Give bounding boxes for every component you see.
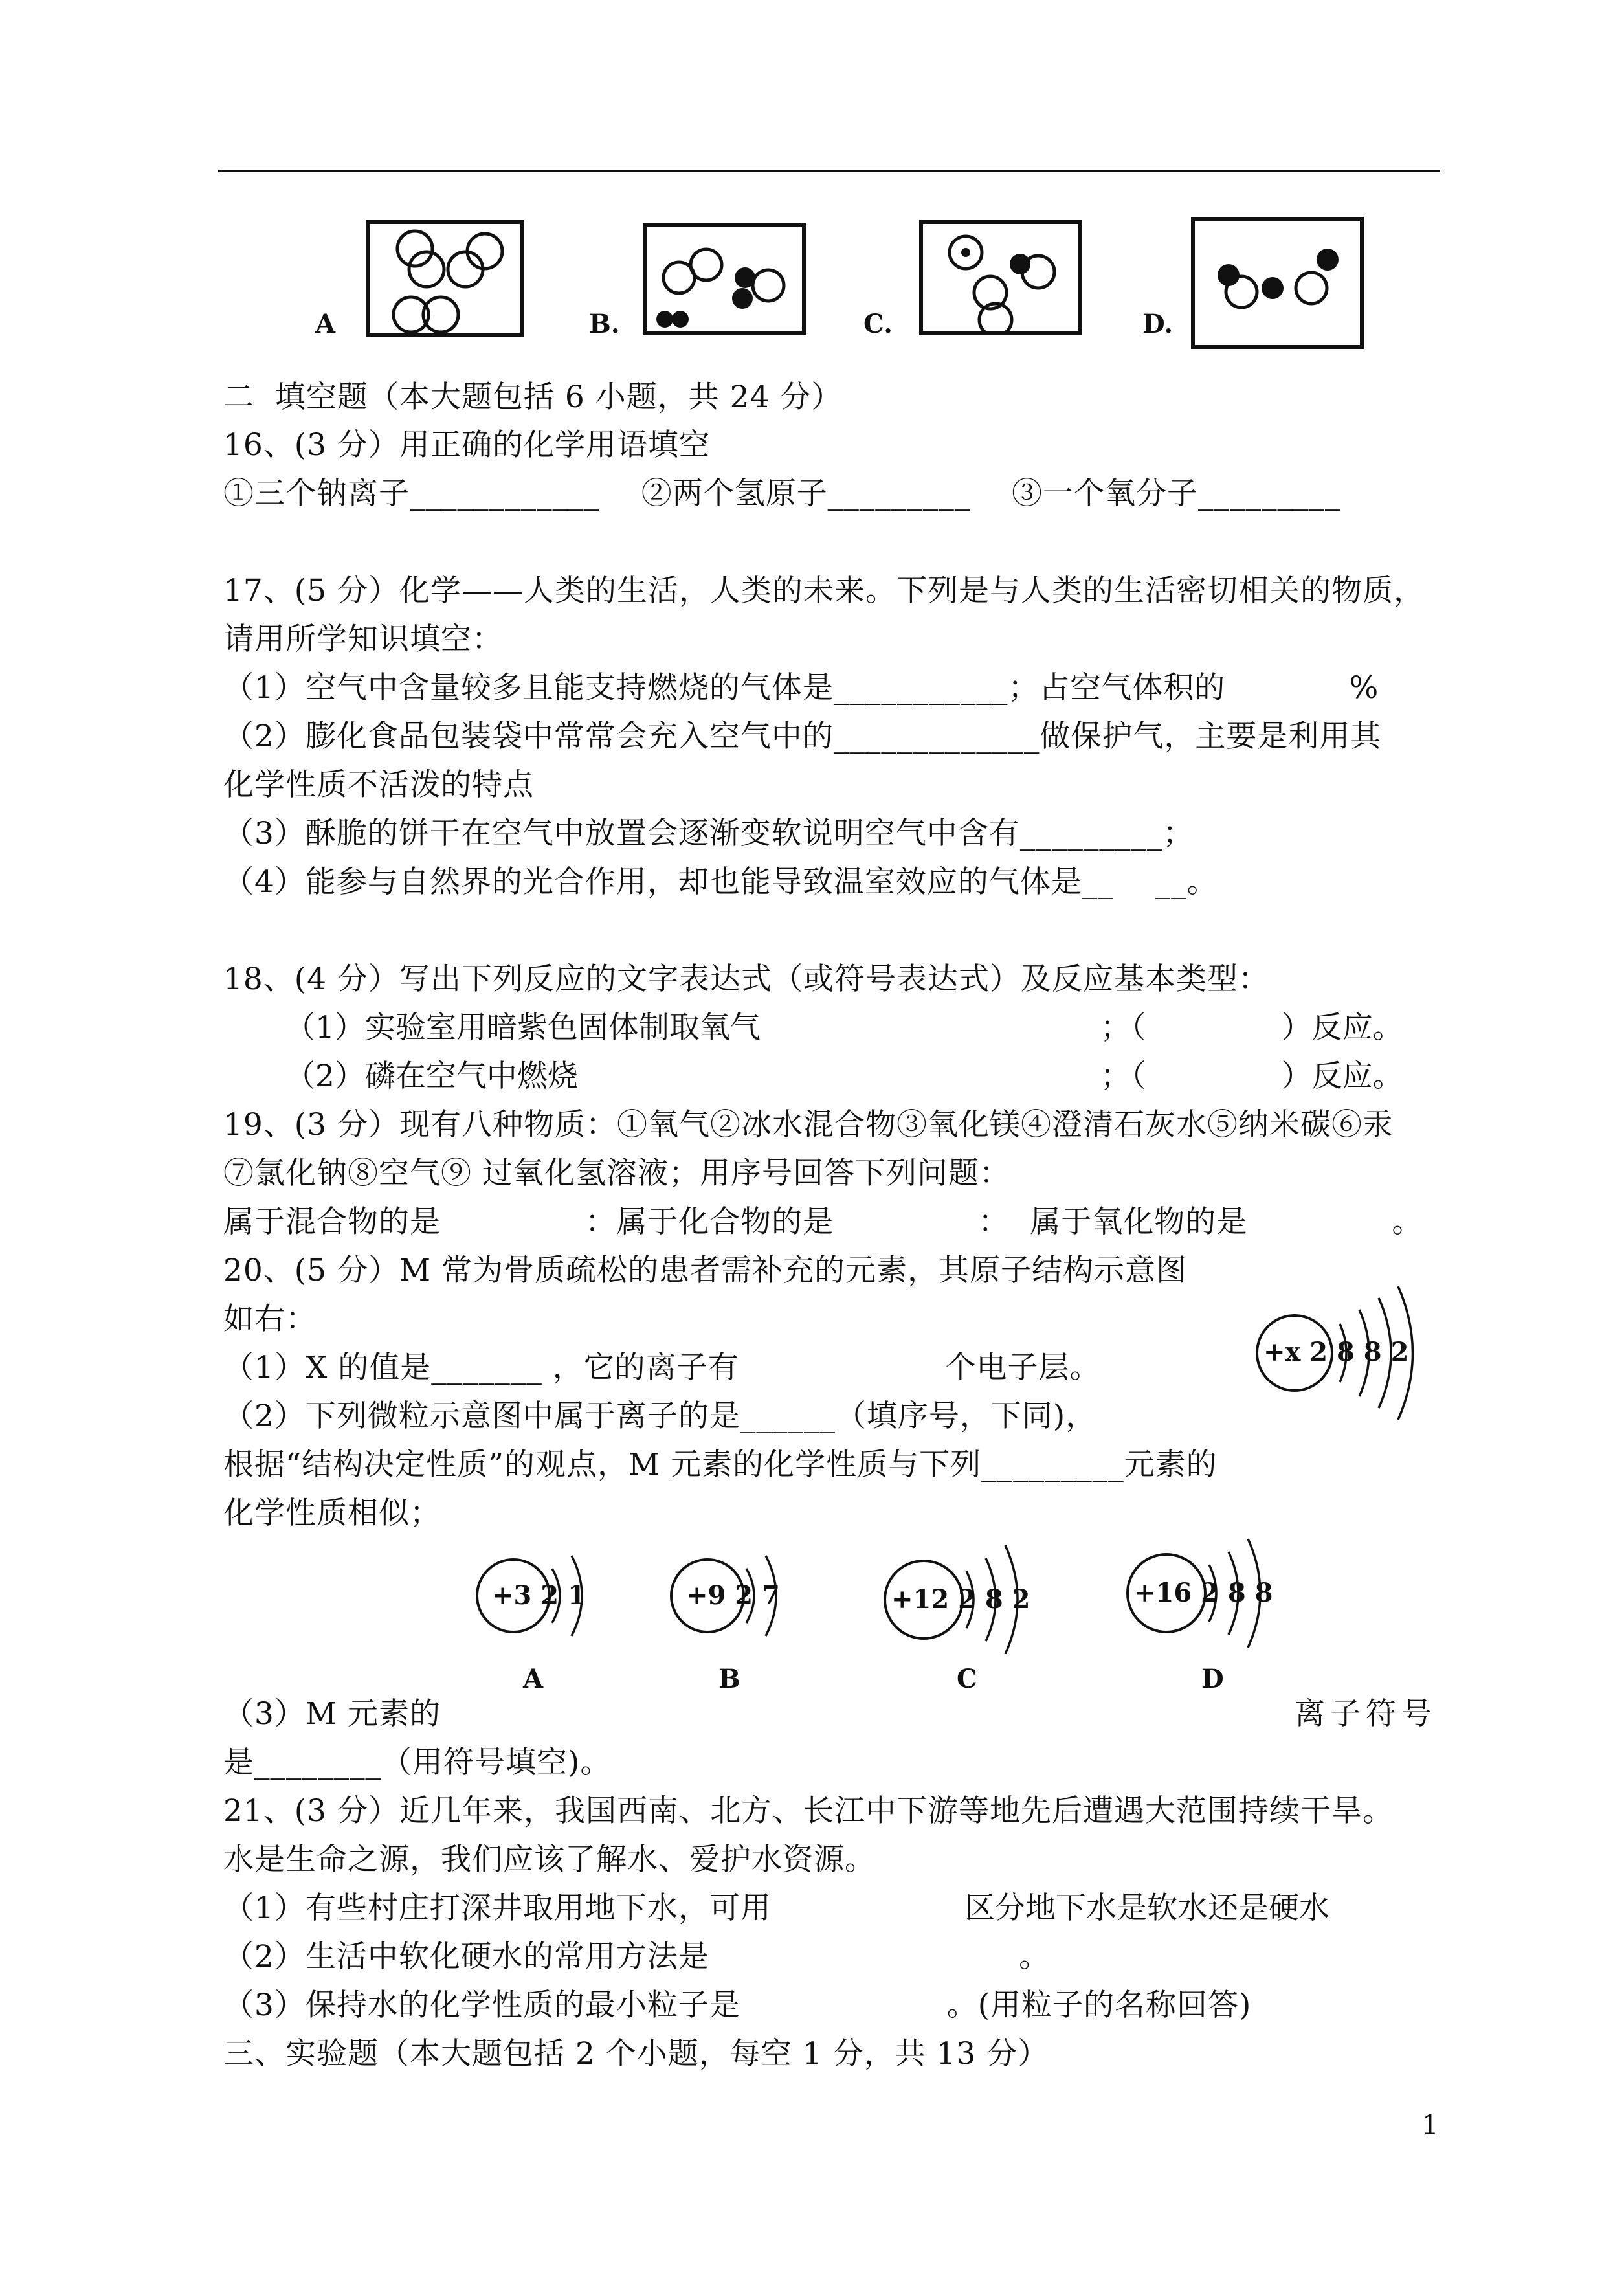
q18-title: 18、(4 分）写出下列反应的文字表达式（或符号表达式）及反应基本类型：: [223, 961, 1269, 997]
atom-d-letter: D: [1201, 1664, 1224, 1694]
molecule-diagram-d: [1195, 221, 1360, 345]
atom-a-label: +3 2 1: [492, 1580, 586, 1611]
q17-title: 17、(5 分）化学——人类的生活，人类的未来。下列是与人类的生活密切相关的物质，: [223, 573, 1425, 609]
atom-c-label: +12 2 8 2: [891, 1584, 1030, 1615]
q20-intro: 如右：: [223, 1301, 317, 1337]
atom-diagram-c: [884, 1531, 1032, 1657]
q16-blanks: ①三个钠离子____________ ②两个氢原子_________ ③一个氧分子_________: [223, 476, 1341, 511]
q20-part2: （2）下列微粒示意图中属于离子的是______（填序号，下同)，: [223, 1398, 1097, 1434]
q20-line3: 根据“结构决定性质”的观点，M 元素的化学性质与下列_________元素的: [223, 1447, 1218, 1482]
header-rule: [218, 170, 1440, 172]
q18-part1-tail: ；（ ）反应。: [1100, 1010, 1403, 1046]
q21-part1: （1）有些村庄打深井取用地下水，可用: [223, 1890, 772, 1926]
q17-intro: 请用所学知识填空：: [223, 621, 503, 657]
section-three-title: 三、实验题（本大题包括 2 个小题，每空 1 分，共 13 分）: [223, 2036, 1049, 2072]
q21-part2: （2）生活中软化硬水的常用方法是 。: [223, 1939, 1051, 1974]
molecule-diagram-c: [923, 224, 1078, 331]
q17-part4: （4）能参与自然界的光合作用，却也能导致温室效应的气体是__ __。: [223, 864, 1218, 900]
atom-c-letter: C: [957, 1664, 977, 1694]
q20-part3-cont: 是________（用符号填空)。: [223, 1745, 612, 1780]
q20-part1: （1）X 的值是_______ ，它的离子有 个电子层。: [223, 1350, 1101, 1385]
q19-title: 19、(3 分）现有八种物质：①氧气②冰水混合物③氧化镁④澄清石灰水⑤纳米碳⑥汞: [223, 1107, 1394, 1143]
q20-line4: 化学性质相似；: [223, 1495, 441, 1531]
q19-answers: 属于混合物的是 ：属于化合物的是 ： 属于氧化物的是 。: [223, 1204, 1423, 1240]
q21-title: 21、(3 分）近几年来，我国西南、北方、长江中下游等地先后遭遇大范围持续干旱。: [223, 1793, 1394, 1829]
molecule-box-a: [366, 220, 524, 337]
q17-part3: （3）酥脆的饼干在空气中放置会逐渐变软说明空气中含有_________；: [223, 816, 1194, 851]
option-label-b: B.: [589, 309, 620, 339]
q18-part1: （1）实验室用暗紫色固体制取氧气: [285, 1010, 761, 1046]
molecule-box-b: [643, 223, 806, 335]
m-atom-diagram: [1256, 1279, 1424, 1430]
option-label-c: C.: [863, 309, 893, 339]
atom-diagram-a: [476, 1531, 605, 1650]
option-label-a: A: [315, 309, 336, 339]
q20-part3-right: 离子符号: [1295, 1696, 1437, 1732]
atom-b-label: +9 2 7: [686, 1580, 780, 1611]
section-two-title: 二 填空题（本大题包括 6 小题，共 24 分）: [223, 379, 843, 415]
q18-part2-tail: ；（ ）反应。: [1100, 1058, 1403, 1094]
q18-part2: （2）磷在空气中燃烧: [285, 1058, 578, 1094]
molecule-diagram-b: [647, 227, 802, 331]
atom-diagram-b: [670, 1531, 799, 1650]
atom-diagram-d: [1126, 1531, 1275, 1657]
atom-b-letter: B: [718, 1664, 740, 1694]
q19-substances: ⑦氯化钠⑧空气⑨ 过氧化氢溶液；用序号回答下列问题：: [223, 1156, 1010, 1191]
q21-part3: （3）保持水的化学性质的最小粒子是 。(用粒子的名称回答): [223, 1987, 1252, 2023]
q17-part2: （2）膨化食品包装袋中常常会充入空气中的_____________做保护气，主要是利用其: [223, 719, 1382, 754]
q20-title: 20、(5 分）M 常为骨质疏松的患者需补充的元素，其原子结构示意图: [223, 1253, 1188, 1288]
q17-part2-cont: 化学性质不活泼的特点: [223, 767, 534, 803]
molecule-box-c: [919, 220, 1082, 335]
atom-d-label: +16 2 8 8: [1134, 1578, 1273, 1608]
q21-intro: 水是生命之源，我们应该了解水、爱护水资源。: [223, 1842, 876, 1877]
q21-part1-right: 区分地下水是软水还是硬水: [964, 1890, 1329, 1926]
q16-title: 16、(3 分）用正确的化学用语填空: [223, 427, 710, 463]
m-atom-label: +x 2 8 8 2: [1263, 1337, 1409, 1367]
option-label-d: D.: [1142, 309, 1174, 339]
molecule-box-d: [1191, 217, 1364, 349]
q20-part3: （3）M 元素的: [223, 1696, 441, 1732]
q17-part1: （1）空气中含量较多且能支持燃烧的气体是___________；占空气体积的 %: [223, 670, 1379, 706]
atom-a-letter: A: [523, 1664, 544, 1694]
molecule-diagram-a: [370, 224, 520, 333]
page-number: 1: [1421, 2109, 1439, 2141]
